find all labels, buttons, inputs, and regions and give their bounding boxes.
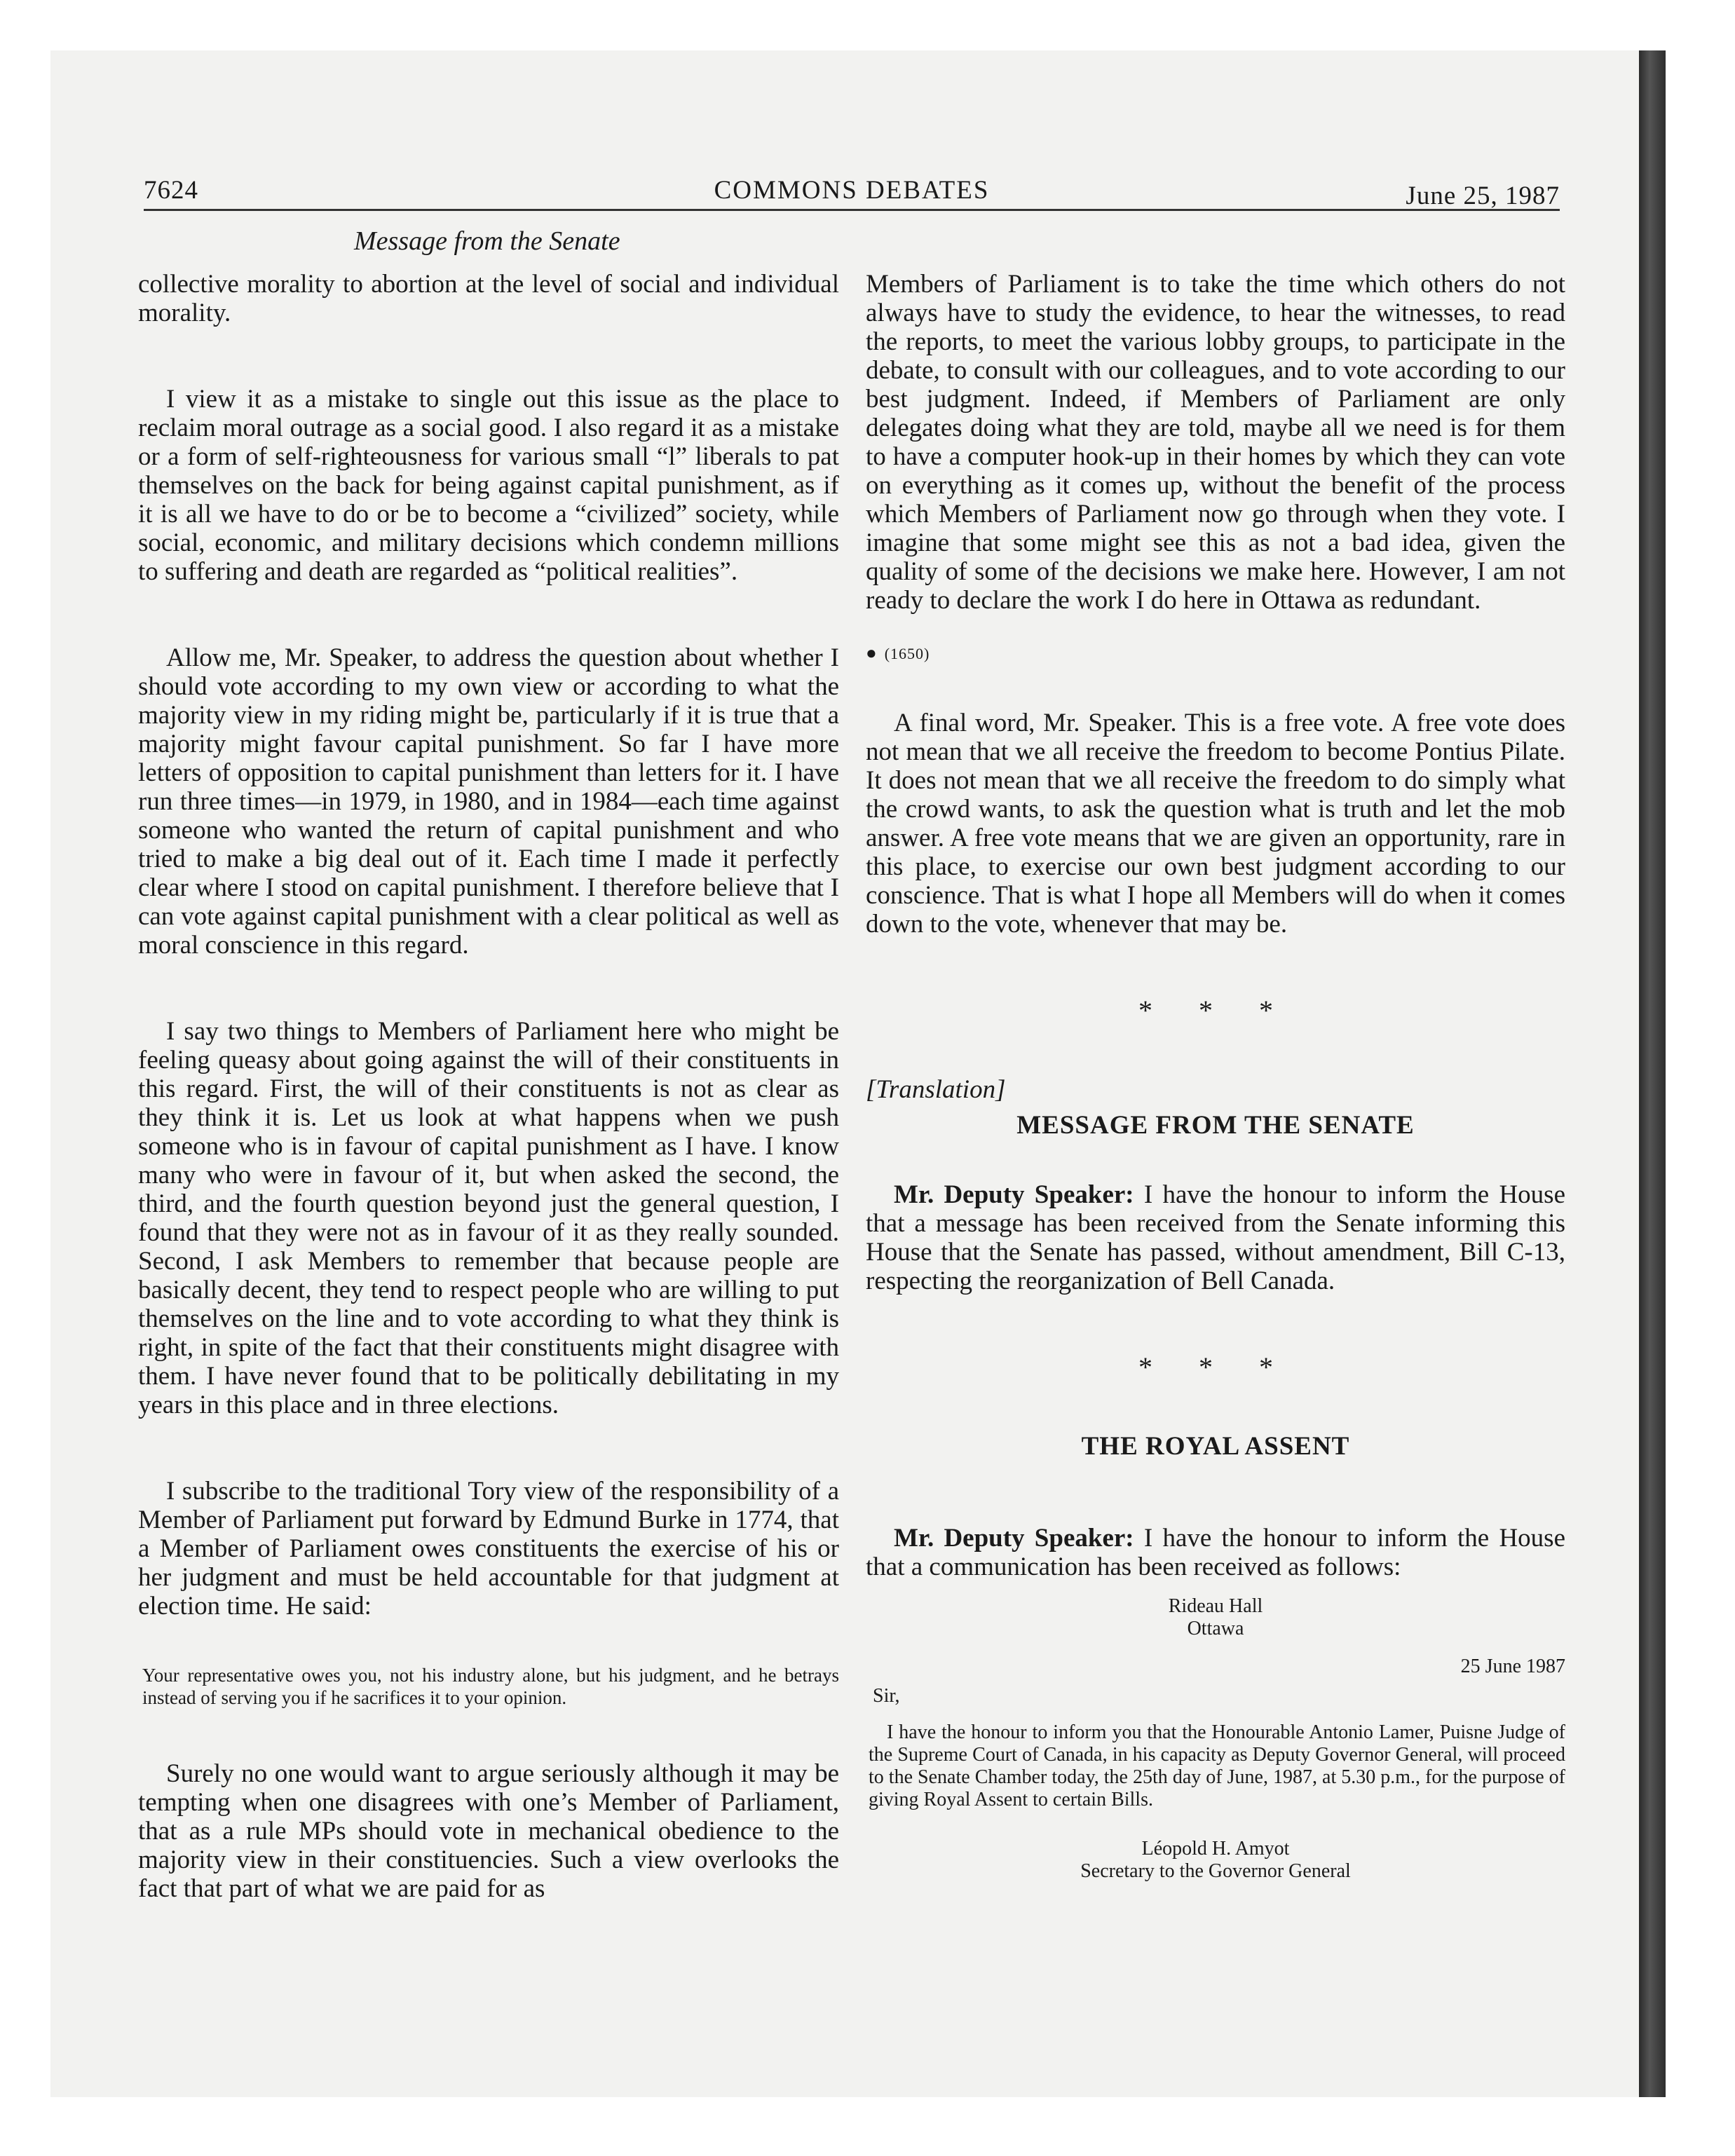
- senate-text: I have the honour to inform the House that a message has been received from the Senate informing this House that the Senate has passed, without amendment, Bill C-13, respecting the reorganization of Bell Canada.: [866, 1180, 1566, 1295]
- letter-body: I have the honour to inform you that the Honourable Antonio Lamer, Puisne Judge of the Supreme Court of Canada, in his capacity as Deputy Governor General, will proceed to the Senate Chamber today, the 25th day of June, 1987, at 5.30 p.m., for the purpose of giving Royal Assent to certain Bills.: [869, 1721, 1565, 1810]
- assent-letter: [866, 1595, 1565, 1883]
- time-marker: [866, 639, 1565, 668]
- bullet-icon: ●: [866, 643, 878, 663]
- left-paragraph-6: Surely no one would want to argue seriously although it may be tempting when one disagrees with one’s Member of Parliament, that as a rule MPs should vote in mechanical obedience to the majority view in their constituencies. Such a view overlooks the fact that part of what we are paid for as: [138, 1759, 839, 1903]
- left-paragraph-4: I say two things to Members of Parliament here who might be feeling queasy about going against the will of their constituents in this regard. First, the will of their constituents is not as clear as they think it is. Let us look at what happens when we push someone who is in favour of capital punishment as I have. I know many who were in favour of it, but when asked the second, the third, and the fourth question beyond just the general question, I found that they were not as in favour of it as they really sounded. Second, I ask Members to remember that because people are basically decent, they tend to respect people who are willing to put themselves on the line and to vote according to what they think is right, in spite of the fact that their constituents might disagree with them. I have never found that to be politically debilitating in my years in this place and in three elections.: [138, 1017, 839, 1419]
- royal-text: I have the honour to inform the House that a communication has been received as follows:: [866, 1524, 1566, 1581]
- royal-assent-heading: THE ROYAL ASSENT: [1081, 1432, 1350, 1461]
- section-separator-2: * * *: [1138, 1351, 1293, 1383]
- translation-label: [Translation]: [866, 1075, 1006, 1104]
- left-paragraph-2: I view it as a mistake to single out this issue as the place to reclaim moral outrage as a social good. I also regard it as a mistake or a form of self-righteousness for various small “l” liberals to pat themselves on the back for being against capital punishment, as if it is all we have to do or be to become a “civilized” society, while social, economic, and military decisions which condemn millions to suffering and death are regarded as “political realities”.: [138, 385, 839, 586]
- time-marker-text: (1650): [884, 645, 930, 662]
- left-paragraph-1: collective morality to abortion at the level of social and individual morality.: [138, 270, 839, 327]
- letter-salutation: Sir,: [873, 1685, 900, 1707]
- senate-paragraph: [866, 1180, 1565, 1295]
- scan-edge-bar: [1639, 50, 1666, 2097]
- letter-date: 25 June 1987: [1460, 1656, 1565, 1677]
- letter-signer-name: Léopold H. Amyot: [1141, 1838, 1290, 1860]
- left-paragraph-5: I subscribe to the traditional Tory view of the responsibility of a Member of Parliament put forward by Edmund Burke in 1774, that a Member of Parliament owes constituents the exercise of his or her judgment and must be held accountable for that judgment at election time. He said:: [138, 1477, 839, 1621]
- right-paragraph-2: A final word, Mr. Speaker. This is a free vote. A free vote does not mean that we all receive the freedom to become Pontius Pilate. It does not mean that we all receive the freedom to do simply what the crowd wants, to ask the question what is truth and let the mob answer. A free vote means that we are given an opportunity, rare in this place, to exercise our own best judgment according to our conscience. That is what I hope all Members will do when it comes down to the vote, whenever that may be.: [866, 709, 1565, 939]
- section-separator: * * *: [1138, 995, 1293, 1026]
- page-header: [144, 175, 1560, 217]
- letter-address-2: Ottawa: [1187, 1618, 1244, 1639]
- royal-paragraph: [866, 1524, 1565, 1581]
- page-number: 7624: [144, 176, 198, 205]
- right-column: [866, 270, 1565, 1883]
- burke-quotation: Your representative owes you, not his industry alone, but his judgment, and he betrays instead of serving you if he sacrifices it to your opinion.: [142, 1665, 839, 1708]
- running-head: Message from the Senate: [354, 226, 620, 256]
- speaker-name: Mr. Deputy Speaker:: [894, 1180, 1134, 1209]
- right-paragraph-1: Members of Parliament is to take the time which others do not always have to study the evidence, to hear the witnesses, to read the reports, to meet the various lobby groups, to participate in the debate, to consult with our colleagues, and to vote according to our best judgment. Indeed, if Members of Parliament are only delegates doing what they are told, maybe all we need is for them to have a computer hook-up in their homes by which they can vote on everything as it comes up, without the benefit of the process which Members of Parliament now go through when they vote. I imagine that some might see this as not a bad idea, given the quality of some of the decisions we make here. However, I am not ready to declare the work I do here in Ottawa as redundant.: [866, 270, 1565, 615]
- left-column: [138, 270, 839, 1960]
- senate-heading: MESSAGE FROM THE SENATE: [1016, 1111, 1415, 1140]
- publication-title: COMMONS DEBATES: [714, 176, 990, 205]
- left-paragraph-3: Allow me, Mr. Speaker, to address the question about whether I should vote according to my own view or according to what the majority view in my riding might be, particularly if it is true that a majority might favour capital punishment. So far I have more letters of opposition to capital punishment than letters for it. I have run three times—in 1979, in 1980, and in 1984—each time against someone who wanted the return of capital punishment and who tried to make a big deal out of it. Each time I made it perfectly clear where I stood on capital punishment. I therefore believe that I can vote against capital punishment with a clear political as well as moral conscience in this regard.: [138, 643, 839, 960]
- header-date: June 25, 1987: [1406, 182, 1560, 210]
- header-rule: [144, 209, 1560, 211]
- letter-signer-title: Secretary to the Governor General: [1080, 1860, 1351, 1882]
- letter-address-1: Rideau Hall: [1168, 1595, 1263, 1617]
- speaker-name-2: Mr. Deputy Speaker:: [894, 1524, 1134, 1553]
